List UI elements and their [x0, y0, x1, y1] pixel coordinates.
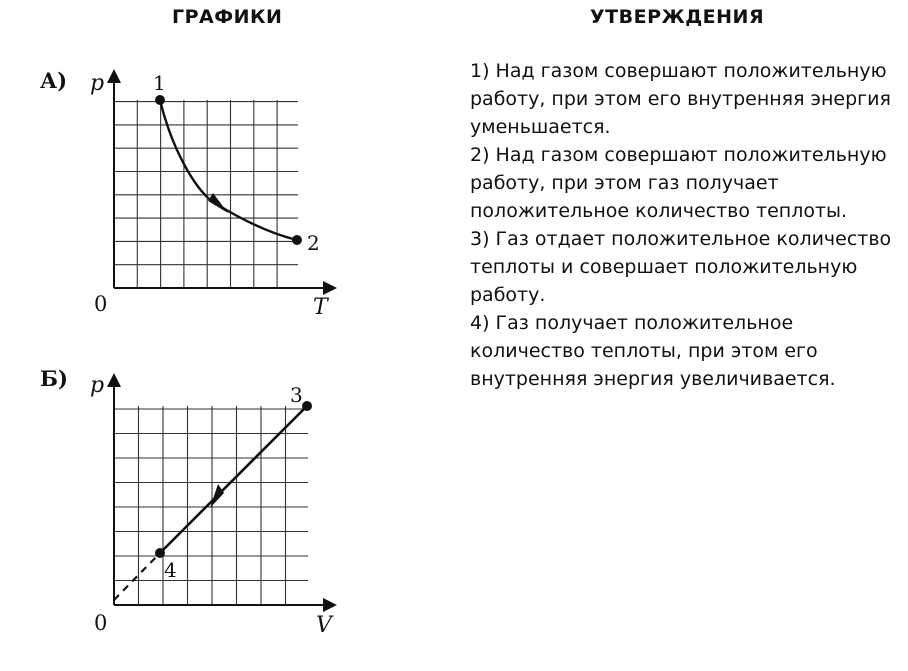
graph-b-x-axis-label: V	[316, 613, 332, 638]
graph-a-x-axis-label: T	[313, 295, 328, 320]
graph-a-grid	[114, 100, 298, 288]
graph-a-direction-arrow	[208, 193, 228, 213]
graph-b-dashed-extension	[114, 553, 160, 600]
graph-a-point-1-label: 1	[153, 71, 166, 95]
graph-a-y-axis-label: p	[90, 71, 105, 96]
graph-a-label: А)	[40, 68, 68, 93]
graph-b-point-4-label: 4	[164, 558, 177, 582]
graphs-header: ГРАФИКИ	[172, 6, 283, 28]
graph-b-y-axis-label: p	[90, 373, 105, 398]
graph-b	[40, 366, 334, 638]
graph-a-point-2	[292, 235, 302, 245]
statement-1: 1) Над газом совершают положительную работу, при этом его внутренняя энергия уменьшается.	[470, 60, 891, 138]
graph-b-point-3	[302, 401, 312, 411]
statement-4: 4) Газ получает положительное количество теплоты, при этом его внутренняя энергия увеличивается.	[470, 312, 836, 390]
graph-a-point-1	[155, 95, 165, 105]
statement-2: 2) Над газом совершают положительную работу, при этом газ получает положительное количество теплоты.	[470, 144, 887, 222]
graph-a-origin-label: 0	[94, 292, 108, 316]
statement-3: 3) Газ отдает положительное количество теплоты и совершает положительную работу.	[470, 228, 892, 306]
graph-a	[40, 68, 330, 320]
graph-b-origin-label: 0	[94, 611, 108, 635]
graph-a-point-2-label: 2	[307, 231, 320, 255]
graph-b-label: Б)	[40, 366, 68, 391]
statements-header: УТВЕРЖДЕНИЯ	[590, 6, 765, 28]
graph-b-point-3-label: 3	[290, 383, 303, 407]
graph-b-point-4	[155, 548, 165, 558]
graph-a-curve	[160, 100, 297, 240]
statements-list	[470, 57, 900, 393]
